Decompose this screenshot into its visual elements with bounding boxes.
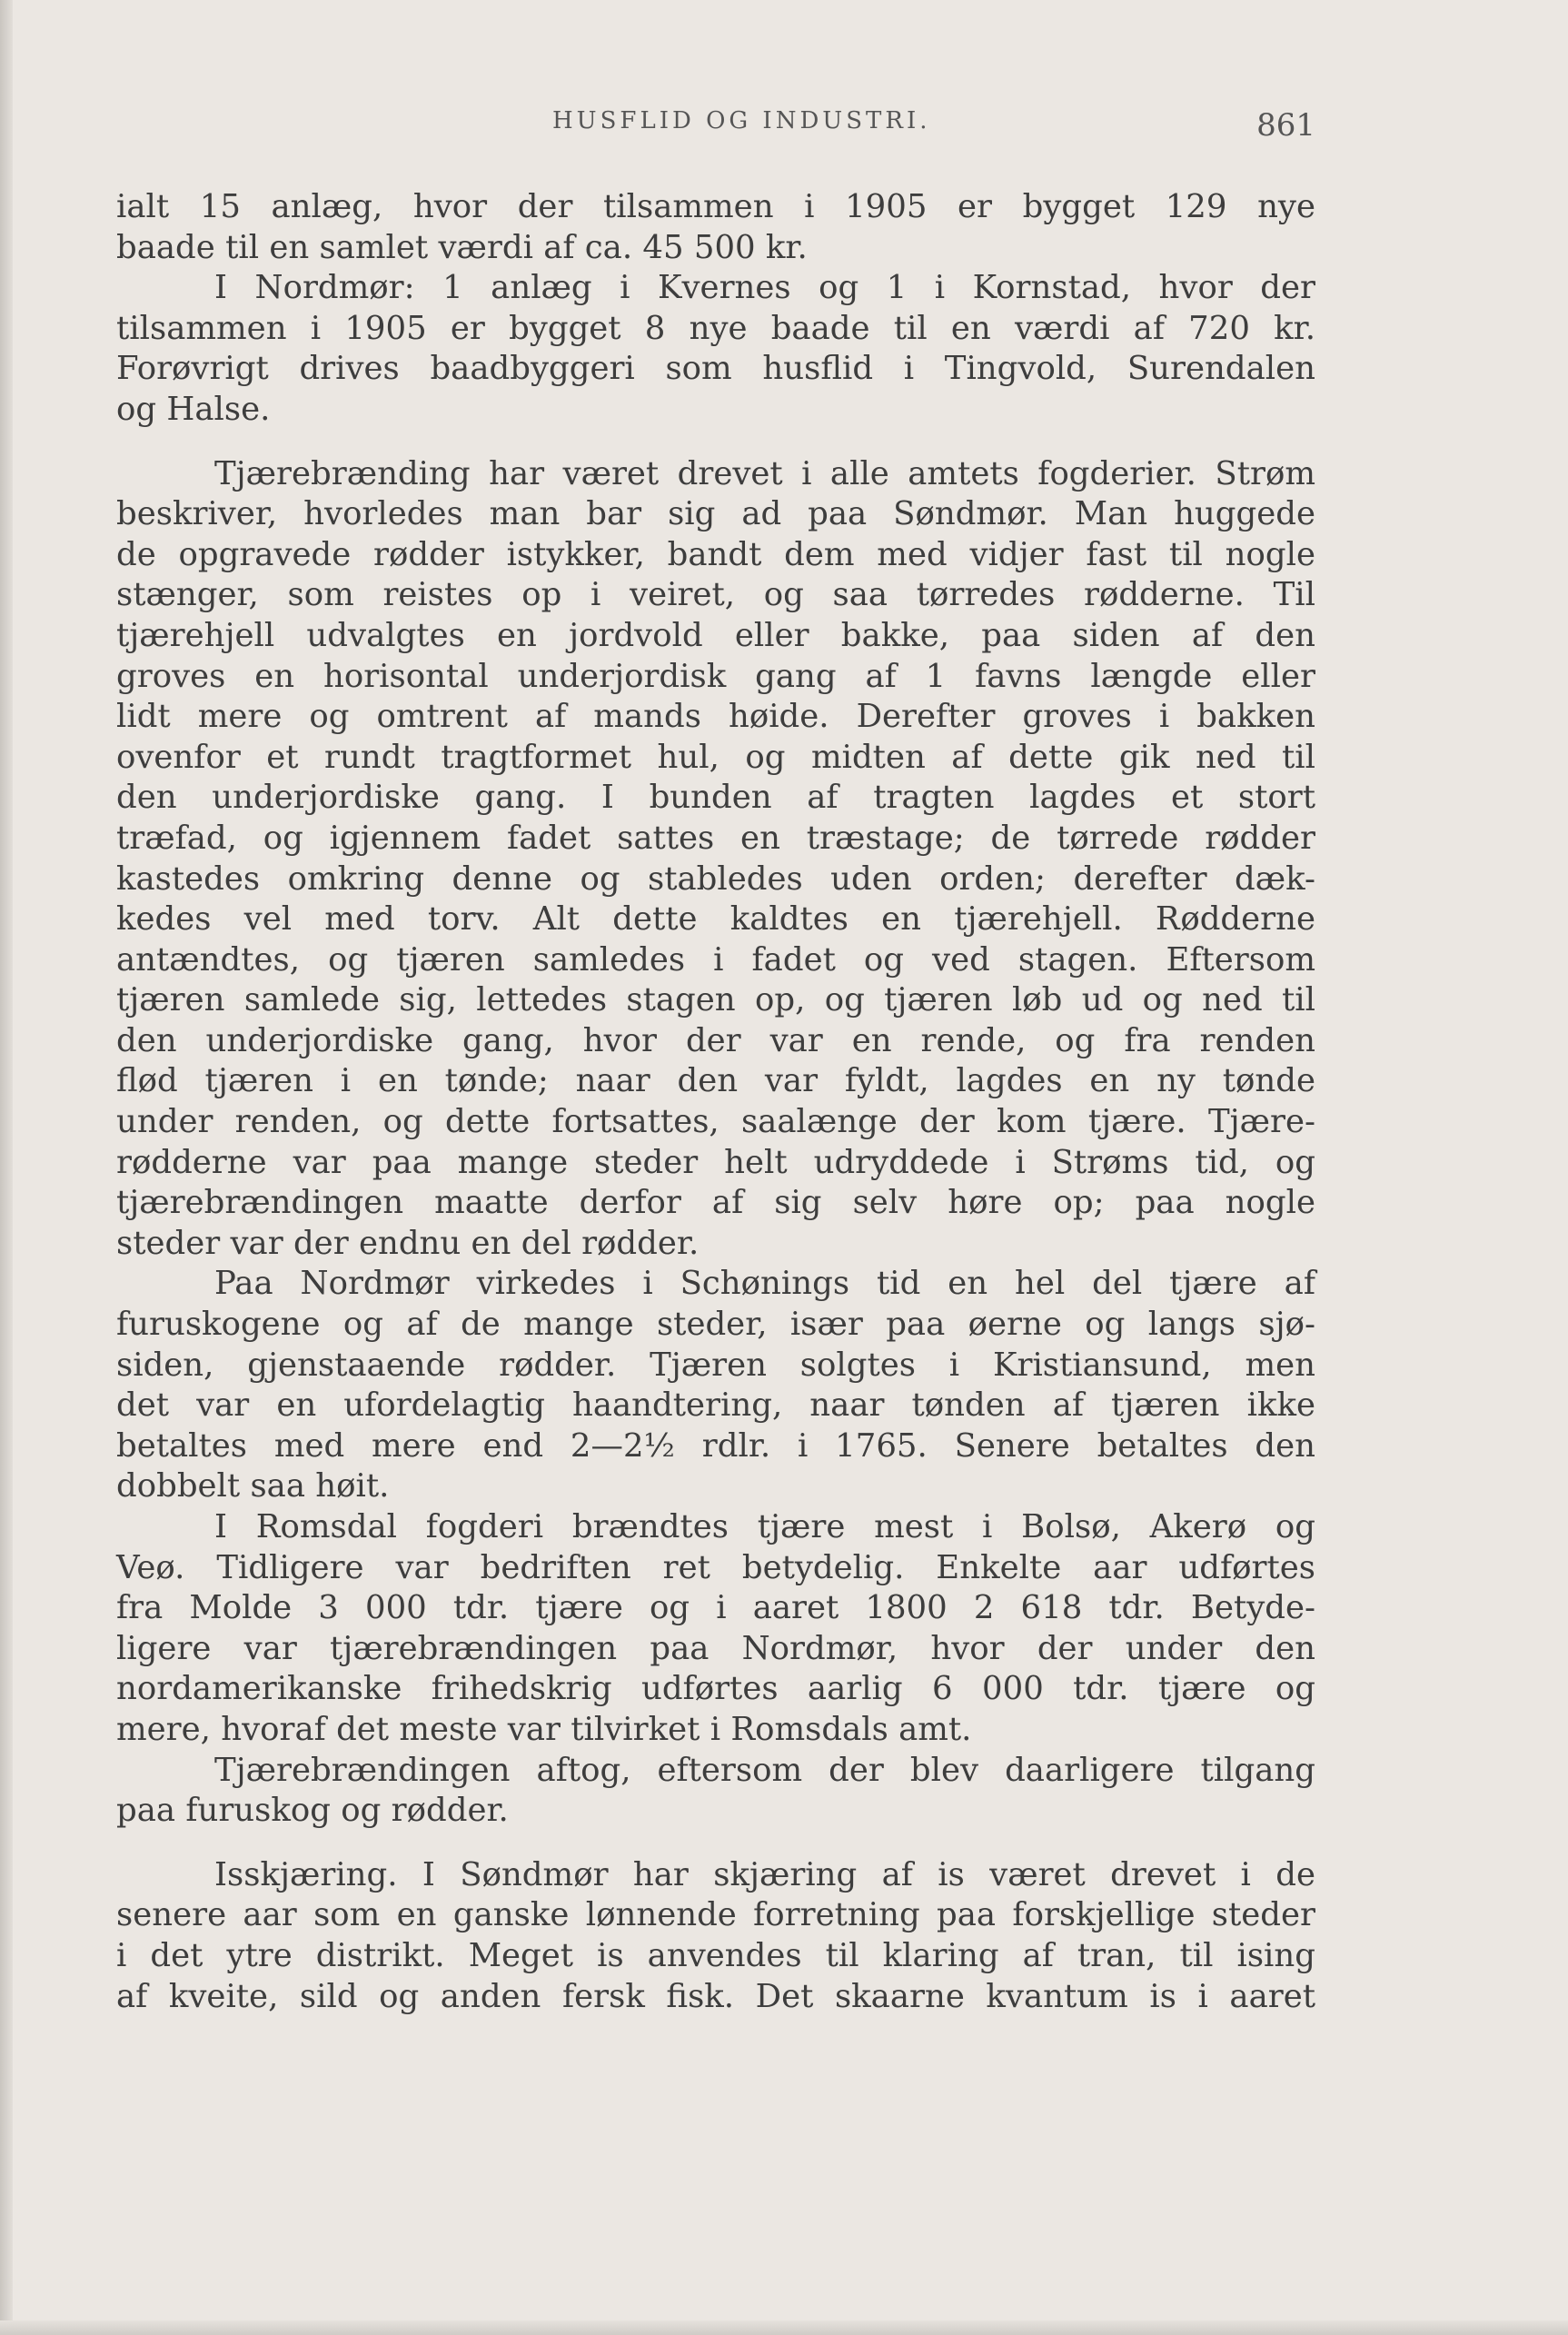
text-line: fra Molde 3 000 tdr. tjære og i aaret 1800 2 618 tdr. Betyde-	[116, 1589, 1315, 1627]
paragraph-gap	[116, 431, 1315, 454]
text-line: baade til en samlet værdi af ca. 45 500 kr.	[116, 228, 808, 266]
text-line: i det ytre distrikt. Meget is anvendes til klaring af tran, til ising	[116, 1936, 1315, 1974]
text-line: stænger, som reistes op i veiret, og saa tørredes rødderne. Til	[116, 576, 1315, 614]
text-line: betaltes med mere end 2—2½ rdlr. i 1765. Senere betaltes den	[116, 1426, 1315, 1465]
text-line: lidt mere og omtrent af mands høide. Derefter groves i bakken	[116, 698, 1315, 736]
text-line: kedes vel med torv. Alt dette kaldtes en tjærehjell. Rødderne	[116, 900, 1315, 939]
text-line: Tjærebrænding har været drevet i alle amtets fogderier. Strøm	[214, 454, 1315, 492]
text-line: ligere var tjærebrændingen paa Nordmør, hvor der under den	[116, 1629, 1315, 1667]
text-line: Paa Nordmør virkedes i Schønings tid en hel del tjære af	[214, 1265, 1315, 1303]
text-line: beskriver, hvorledes man bar sig ad paa Søndmør. Man huggede	[116, 495, 1315, 533]
text-line: den underjordiske gang. I bunden af tragten lagdes et stort	[116, 779, 1315, 817]
text-line: det var en ufordelagtig haandtering, naar tønden af tjæren ikke	[116, 1386, 1315, 1425]
text-line: tjæren samlede sig, lettedes stagen op, og tjæren løb ud og ned til	[116, 981, 1315, 1019]
page-binding-edge	[0, 0, 13, 2335]
page-number: 861	[1256, 107, 1315, 144]
page-bottom-edge	[0, 2320, 1568, 2335]
text-line: nordamerikanske frihedskrig udførtes aarlig 6 000 tdr. tjære og	[116, 1670, 1315, 1708]
paragraph-gap	[116, 1832, 1315, 1855]
text-line: tilsammen i 1905 er bygget 8 nye baade til en værdi af 720 kr.	[116, 309, 1315, 347]
running-title: HUSFLID OG INDUSTRI.	[552, 107, 931, 134]
body-text	[116, 187, 1315, 2017]
text-line: mere, hvoraf det meste var tilvirket i Romsdals amt.	[116, 1710, 972, 1748]
text-line: groves en horisontal underjordisk gang af 1 favns længde eller	[116, 657, 1315, 695]
text-line: og Halse.	[116, 390, 271, 428]
text-line: I Romsdal fogderi brændtes tjære mest i Bolsø, Akerø og	[214, 1508, 1315, 1545]
page-header	[116, 107, 1315, 153]
text-line: steder var der endnu en del rødder.	[116, 1224, 700, 1262]
text-line: ialt 15 anlæg, hvor der tilsammen i 1905 er bygget 129 nye	[116, 188, 1315, 225]
text-line: senere aar som en ganske lønnende forretning paa forskjellige steder	[116, 1896, 1315, 1934]
text-line: tjærehjell udvalgtes en jordvold eller bakke, paa siden af den	[116, 616, 1315, 654]
text-line: dobbelt saa høit.	[116, 1467, 390, 1505]
text-line: kastedes omkring denne og stabledes uden orden; derefter dæk-	[116, 859, 1315, 898]
text-line: siden, gjenstaaende rødder. Tjæren solgtes i Kristiansund, men	[116, 1346, 1315, 1384]
text-line: af kveite, sild og anden fersk fisk. Det skaarne kvantum is i aaret	[116, 1977, 1315, 2015]
text-line: under renden, og dette fortsattes, saalænge der kom tjære. Tjære-	[116, 1103, 1315, 1141]
text-line: træfad, og igjennem fadet sattes en træstage; de tørrede rødder	[116, 819, 1315, 857]
text-line: paa furuskog og rødder.	[116, 1792, 509, 1830]
text-line: furuskogene og af de mange steder, især paa øerne og langs sjø-	[116, 1306, 1315, 1344]
text-line: ovenfor et rundt tragtformet hul, og midten af dette gik ned til	[116, 738, 1315, 776]
text-line: Tjærebrændingen aftog, eftersom der blev daarligere tilgang	[214, 1751, 1315, 1789]
text-line: Veø. Tidligere var bedriften ret betydelig. Enkelte aar udførtes	[116, 1548, 1315, 1586]
text-line: antændtes, og tjæren samledes i fadet og ved stagen. Eftersom	[116, 940, 1315, 979]
text-line: I Nordmør: 1 anlæg i Kvernes og 1 i Kornstad, hvor der	[214, 269, 1315, 307]
text-line: de opgravede rødder istykker, bandt dem med vidjer fast til nogle	[116, 535, 1315, 573]
text-line: flød tjæren i en tønde; naar den var fyldt, lagdes en ny tønde	[116, 1062, 1315, 1100]
text-line: Isskjæring. I Søndmør har skjæring af is været drevet i de	[214, 1855, 1315, 1893]
text-line: tjærebrændingen maatte derfor af sig selv høre op; paa nogle	[116, 1184, 1315, 1222]
text-line: Forøvrigt drives baadbyggeri som husflid i Tingvold, Surendalen	[116, 350, 1315, 388]
text-line: rødderne var paa mange steder helt udryddede i Strøms tid, og	[116, 1143, 1315, 1181]
text-line: den underjordiske gang, hvor der var en rende, og fra renden	[116, 1021, 1315, 1059]
